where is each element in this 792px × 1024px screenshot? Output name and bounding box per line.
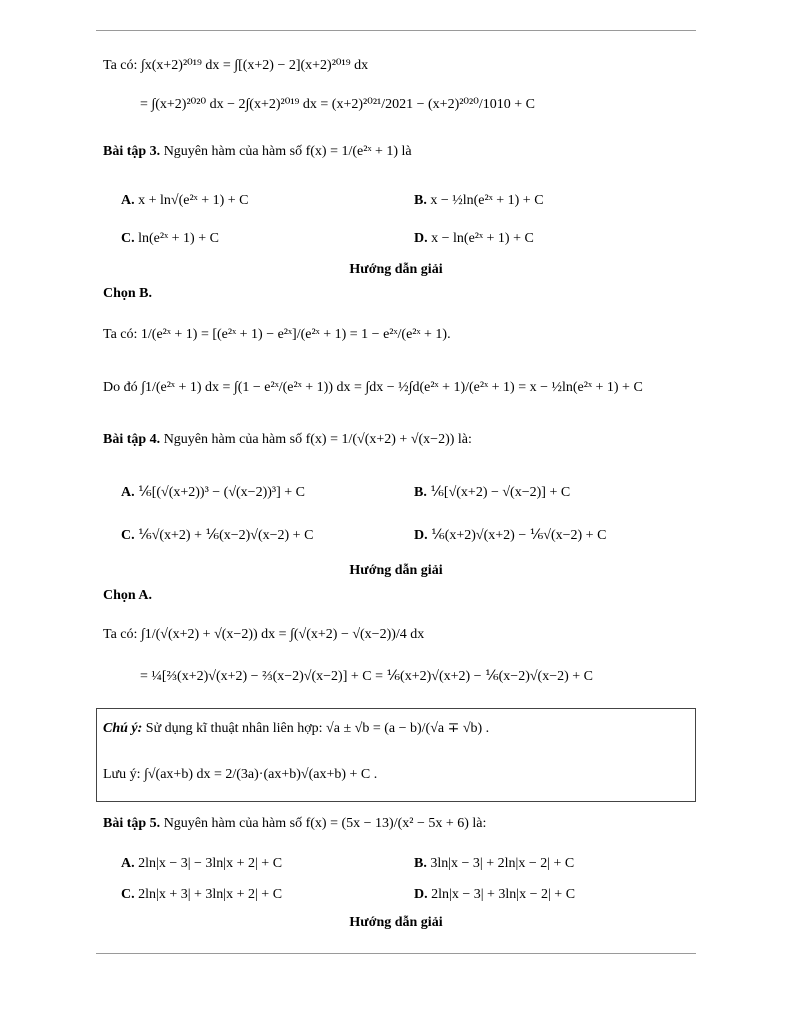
ex5-option-d	[414, 886, 575, 904]
ex4-solution-2: = ¼[⅔(x+2)√(x+2) − ⅔(x−2)√(x−2)] + C = ⅙(x+2)√(x+2) − ⅙(x−2)√(x−2) + C	[140, 669, 594, 684]
option-key: D.	[414, 231, 428, 246]
option-text: ln(e²ˣ + 1) + C	[138, 231, 219, 246]
ex3-solution-2: Do đó ∫1/(e²ˣ + 1) dx = ∫(1 − e²ˣ/(e²ˣ + 1)) dx = ∫dx − ½∫d(e²ˣ + 1)/(e²ˣ + 1) = x − ½ln(e²ˣ + 1) + C	[103, 380, 643, 395]
option-key: B.	[414, 485, 427, 500]
ex3-option-c	[121, 230, 219, 248]
bottom-rule	[96, 953, 696, 954]
ex3-solution-1: Ta có: 1/(e²ˣ + 1) = [(e²ˣ + 1) − e²ˣ]/(e²ˣ + 1) = 1 − e²ˣ/(e²ˣ + 1).	[103, 327, 451, 342]
note-text-2: ∫√(ax+b) dx = 2/(3a)·(ax+b)√(ax+b) + C .	[144, 767, 378, 782]
option-text: ⅙√(x+2) + ⅙(x−2)√(x−2) + C	[138, 528, 314, 543]
option-key: C.	[121, 528, 135, 543]
option-key: D.	[414, 528, 428, 543]
top-rule	[96, 30, 696, 31]
exercise-5-question: Nguyên hàm của hàm số f(x) = (5x − 13)/(x² − 5x + 6) là:	[163, 816, 487, 831]
note-line-1	[103, 720, 489, 738]
note-text: Sử dụng kĩ thuật nhân liên hợp: √a ± √b = (a − b)/(√a ∓ √b) .	[145, 721, 490, 736]
option-key: A.	[121, 485, 135, 500]
ex3-option-a	[121, 192, 249, 210]
ex5-option-a	[121, 855, 282, 873]
ex4-guide-heading: Hướng dẫn giải	[349, 563, 443, 578]
option-text: ⅙[(√(x+2))³ − (√(x−2))³] + C	[138, 485, 305, 500]
ex4-option-a	[121, 484, 305, 502]
ex4-option-c	[121, 527, 313, 545]
option-text: 3ln|x − 3| + 2ln|x − 2| + C	[430, 856, 575, 871]
option-key: D.	[414, 887, 428, 902]
ex4-solution-1: Ta có: ∫1/(√(x+2) + √(x−2)) dx = ∫(√(x+2) − √(x−2))/4 dx	[103, 627, 425, 642]
exercise-5-label: Bài tập 5.	[103, 816, 161, 831]
ex3-option-b	[414, 192, 544, 210]
option-text: x − ½ln(e²ˣ + 1) + C	[430, 193, 544, 208]
option-key: B.	[414, 193, 427, 208]
ex5-option-c	[121, 886, 282, 904]
option-text: 2ln|x + 3| + 3ln|x + 2| + C	[138, 887, 283, 902]
ex3-choice: Chọn B.	[103, 286, 153, 301]
exercise-3-label: Bài tập 3.	[103, 144, 161, 159]
option-key: C.	[121, 231, 135, 246]
option-key: B.	[414, 856, 427, 871]
option-text: ⅙(x+2)√(x+2) − ⅙√(x−2) + C	[431, 528, 607, 543]
option-key: A.	[121, 193, 135, 208]
note-label-2: Lưu ý:	[103, 767, 141, 782]
intro-line-1: Ta có: ∫x(x+2)²⁰¹⁹ dx = ∫[(x+2) − 2](x+2)²⁰¹⁹ dx	[103, 58, 369, 73]
note-line-2	[103, 766, 377, 784]
ex3-guide-heading: Hướng dẫn giải	[349, 262, 443, 277]
option-text: x + ln√(e²ˣ + 1) + C	[138, 193, 249, 208]
exercise-4-heading	[103, 431, 472, 449]
ex5-guide-heading: Hướng dẫn giải	[349, 915, 443, 930]
note-label: Chú ý:	[103, 721, 143, 736]
ex4-choice: Chọn A.	[103, 588, 153, 603]
option-text: ⅙[√(x+2) − √(x−2)] + C	[430, 485, 571, 500]
exercise-4-question: Nguyên hàm của hàm số f(x) = 1/(√(x+2) + √(x−2)) là:	[163, 432, 472, 447]
option-text: 2ln|x − 3| + 3ln|x − 2| + C	[431, 887, 576, 902]
exercise-3-heading	[103, 143, 412, 161]
exercise-3-question: Nguyên hàm của hàm số f(x) = 1/(e²ˣ + 1) là	[163, 144, 412, 159]
option-text: x − ln(e²ˣ + 1) + C	[431, 231, 534, 246]
option-key: C.	[121, 887, 135, 902]
ex5-option-b	[414, 855, 574, 873]
option-key: A.	[121, 856, 135, 871]
exercise-4-label: Bài tập 4.	[103, 432, 161, 447]
intro-line-2: = ∫(x+2)²⁰²⁰ dx − 2∫(x+2)²⁰¹⁹ dx = (x+2)²⁰²¹/2021 − (x+2)²⁰²⁰/1010 + C	[140, 97, 535, 112]
option-text: 2ln|x − 3| − 3ln|x + 2| + C	[138, 856, 283, 871]
ex4-option-d	[414, 527, 606, 545]
ex3-option-d	[414, 230, 534, 248]
ex4-option-b	[414, 484, 570, 502]
exercise-5-heading	[103, 815, 486, 833]
